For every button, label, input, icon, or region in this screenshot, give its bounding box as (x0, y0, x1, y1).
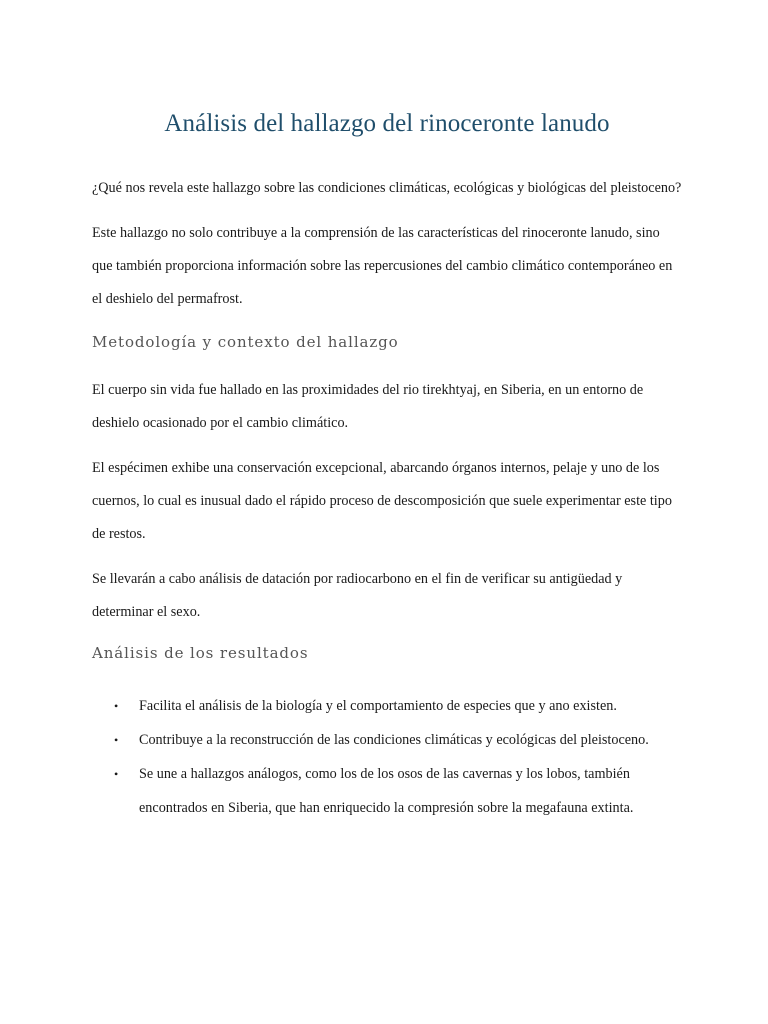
methodology-paragraph-2: El espécimen exhibe una conservación excepcional, abarcando órganos internos, pelaje y uno de los cuernos, lo cual es inusual dado el rápido proceso de descomposición que suele experimentar este tipo de restos. (92, 460, 672, 542)
list-item (92, 689, 682, 723)
document-title: Análisis del hallazgo del rinoceronte lanudo (164, 110, 610, 137)
section-heading-methodology: Metodología y contexto del hallazgo (92, 333, 399, 351)
methodology-paragraph-1: El cuerpo sin vida fue hallado en las proximidades del rio tirekhtyaj, en Siberia, en un entorno de deshielo ocasionado por el cambio climático. (92, 382, 644, 431)
document-page (92, 104, 682, 825)
methodology-paragraph-3: Se llevarán a cabo análisis de datación por radiocarbono en el fin de verificar su antigüedad y determinar el sexo. (92, 571, 623, 620)
intro-paragraph: Este hallazgo no solo contribuye a la comprensión de las características del rinoceronte lanudo, sino que también proporciona información sobre las repercusiones del cambio climático contemporáneo en el deshielo del permafrost. (92, 225, 673, 307)
section-heading-results: Análisis de los resultados (92, 644, 309, 662)
list-item-text: Se une a hallazgos análogos, como los de los osos de las cavernas y los lobos, también encontrados en Siberia, que han enriquecido la compresión sobre la megafauna extinta. (139, 766, 634, 816)
list-item-text: Contribuye a la reconstrucción de las condiciones climáticas y ecológicas del pleistoceno. (139, 732, 649, 748)
bullet-icon: • (114, 699, 119, 713)
bullet-icon: • (114, 767, 119, 781)
intro-question: ¿Qué nos revela este hallazgo sobre las condiciones climáticas, ecológicas y biológicas del pleistoceno? (92, 180, 682, 196)
results-list (92, 689, 682, 825)
list-item (92, 757, 682, 825)
list-item-text: Facilita el análisis de la biología y el comportamiento de especies que y ano existen. (139, 698, 617, 714)
list-item (92, 723, 682, 757)
bullet-icon: • (114, 733, 119, 747)
